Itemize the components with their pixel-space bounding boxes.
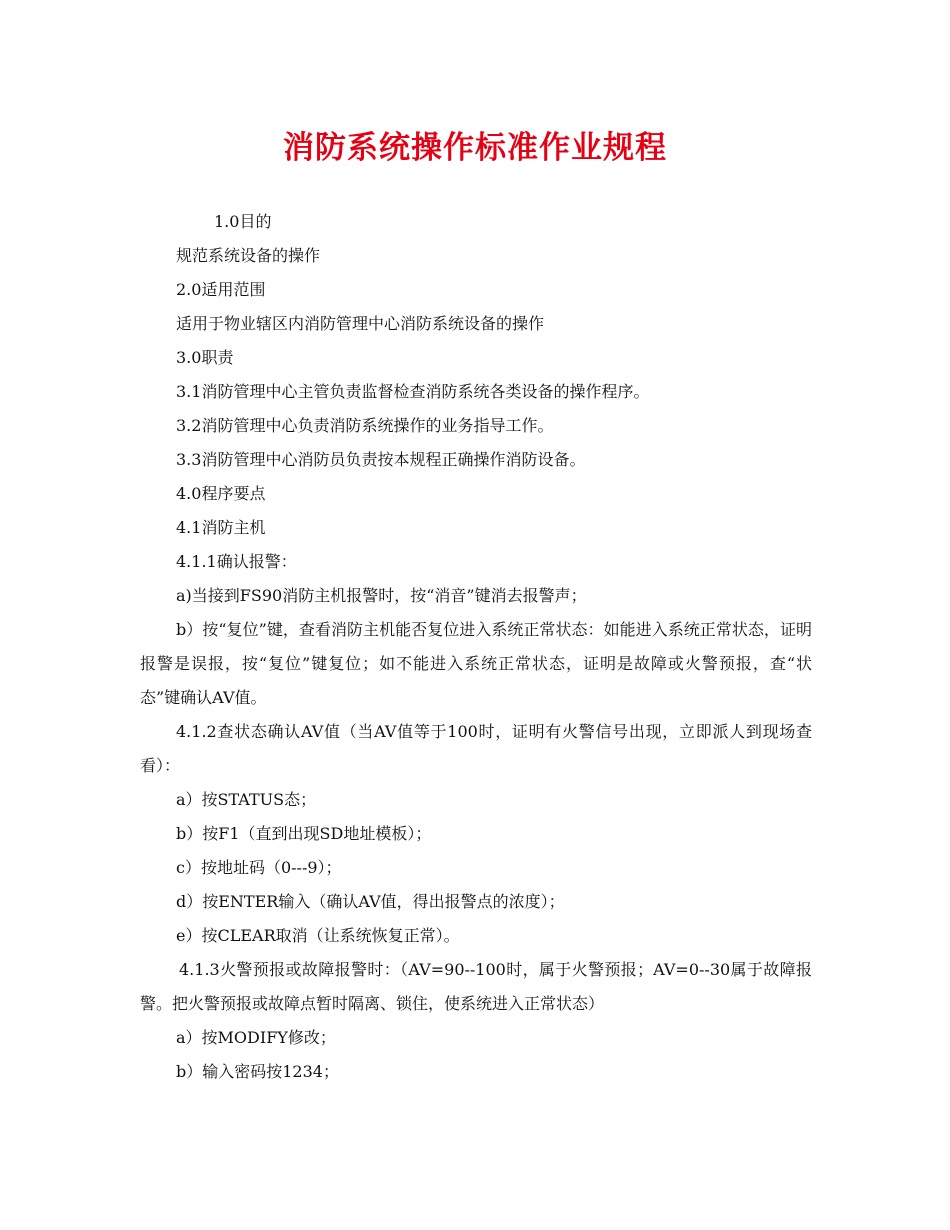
- document-body: [140, 205, 812, 1089]
- procedure-step: a)当接到FS90消防主机报警时，按“消音”键消去报警声；: [176, 586, 587, 605]
- responsibility-item: 3.3消防管理中心消防员负责按本规程正确操作消防设备。: [176, 450, 586, 469]
- procedure-step: a）按MODIFY修改；: [176, 1028, 336, 1047]
- subsection-heading: 4.1.3火警预报或故障报警时：（AV=90--100时，属于火警预报；AV=0--30属于故障报警。把火警预报或故障点暂时隔离、锁住，使系统进入正常状态）: [140, 960, 812, 1013]
- section-heading-procedure: 4.0程序要点: [176, 484, 266, 503]
- procedure-step: c）按地址码（0---9）；: [176, 858, 342, 877]
- procedure-step: a）按STATUS态；: [176, 790, 317, 809]
- procedure-step: e）按CLEAR取消（让系统恢复正常）。: [176, 926, 460, 945]
- procedure-step: d）按ENTER输入（确认AV值，得出报警点的浓度）；: [176, 892, 565, 911]
- procedure-step: b）按F1（直到出现SD地址模板）；: [176, 824, 432, 843]
- responsibility-item: 3.2消防管理中心负责消防系统操作的业务指导工作。: [176, 416, 554, 435]
- subsection-heading: 4.1.1确认报警：: [176, 552, 297, 571]
- procedure-step: b）按“复位”键，查看消防主机能否复位进入系统正常状态：如能进入系统正常状态，证明报警是误报，按“复位”键复位；如不能进入系统正常状态，证明是故障或火警预报，查“状态”键确认AV值。: [140, 620, 812, 707]
- section-heading-purpose: 1.0目的: [214, 212, 272, 231]
- subsection-heading: 4.1.2查状态确认AV值（当AV值等于100时，证明有火警信号出现，立即派人到现场查看）：: [140, 722, 812, 775]
- purpose-text: 规范系统设备的操作: [176, 246, 321, 265]
- procedure-step: b）输入密码按1234；: [176, 1062, 339, 1081]
- section-heading-scope: 2.0适用范围: [176, 280, 266, 299]
- section-heading-responsibilities: 3.0职责: [176, 348, 234, 367]
- document-title: 消防系统操作标准作业规程: [283, 130, 667, 166]
- scope-text: 适用于物业辖区内消防管理中心消防系统设备的操作: [176, 314, 545, 333]
- responsibility-item: 3.1消防管理中心主管负责监督检查消防系统各类设备的操作程序。: [176, 382, 650, 401]
- subsection-heading: 4.1消防主机: [176, 518, 266, 537]
